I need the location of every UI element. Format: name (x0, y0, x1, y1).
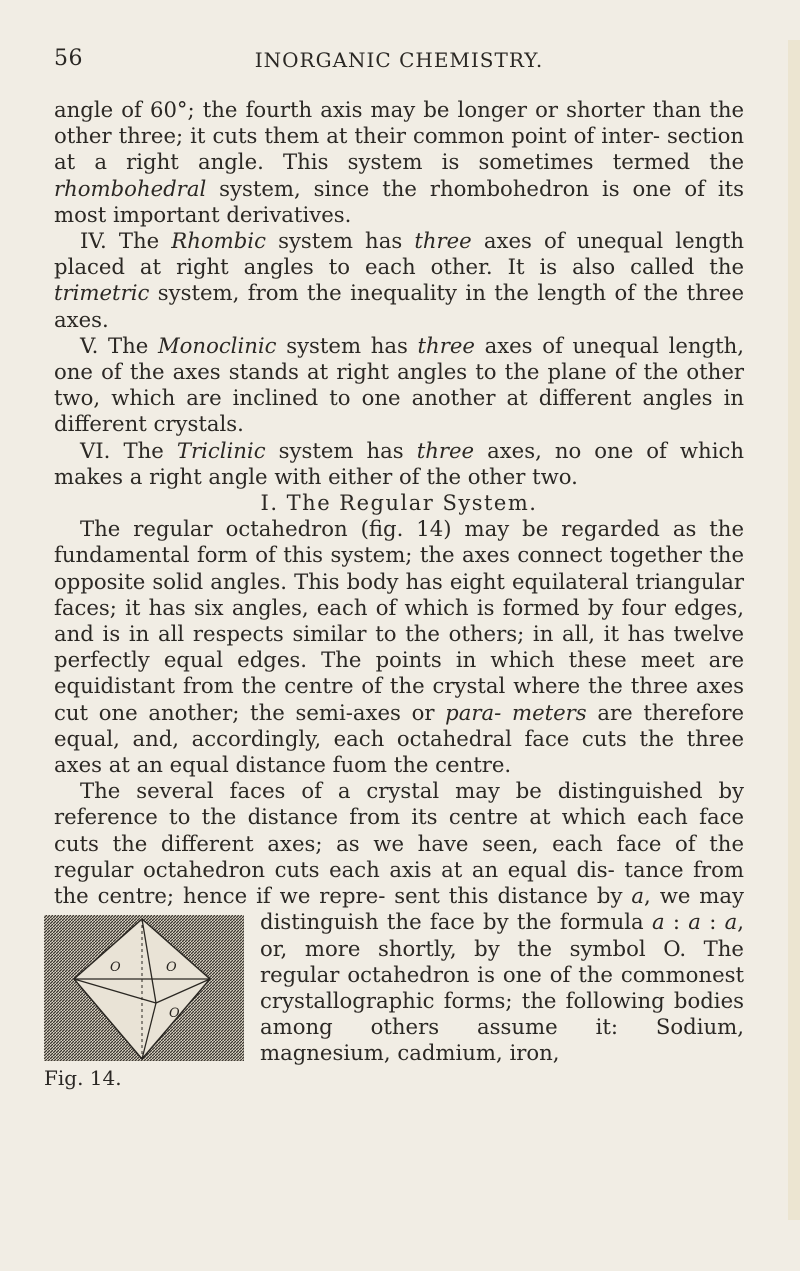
figure-octahedron (44, 915, 244, 1095)
paragraph-hexagonal-cont (54, 97, 744, 228)
text: IV. The (80, 228, 172, 254)
italic-term: three (416, 437, 475, 463)
italic-term: para- meters (445, 699, 587, 725)
italic-var: a (724, 909, 738, 935)
italic-term: Monoclinic (157, 332, 277, 358)
text: : (700, 909, 725, 935)
italic-var: a (688, 909, 701, 935)
italic-term: three (417, 332, 475, 358)
section-heading: I. The Regular System. (260, 491, 538, 516)
text: V. The (80, 332, 158, 358)
text: system has (265, 228, 415, 254)
italic-term: trimetric (54, 280, 150, 306)
octahedron-engraving (44, 915, 244, 1061)
italic-term: Rhombic (171, 228, 266, 254)
paragraph-monoclinic (54, 333, 744, 438)
text: angle of 60°; the fourth axis may be longer or shorter than the other three; it cuts them at their common point of inter- section at a right angle. This system is sometimes termed the (54, 97, 744, 175)
text: , we may distinguish the face by the formula (260, 883, 744, 935)
face-label-upper-right: O (166, 960, 177, 976)
figure-caption: Fig. 14. (44, 1066, 122, 1091)
italic-var: a (651, 909, 665, 935)
face-label-lower-right: O (169, 1006, 180, 1022)
text: are therefore equal, and, accordingly, each octahedral face cuts the three axes at an equal distance fuom the centre. (54, 699, 744, 778)
paragraph-regular-octahedron (54, 516, 744, 778)
text: system, since the rhombohedron is one of its most important derivatives. (54, 175, 744, 227)
paragraph-rhombic (54, 228, 744, 333)
text: The regular octahedron (fig. 14) may be regarded as the fundamental form of this system; the axes connect together the opposite solid angles. This body has eight equilateral triangular faces; it has six angles, each of which is formed by four edges, and is in all respects similar to the others; in all, it has twelve perfectly equal edges. The points in which these meet are equidistant from the centre of the crystal where the three axes cut one another; the semi-axes or (54, 516, 744, 725)
face-label-upper-left: O (110, 960, 121, 976)
paragraph-triclinic (54, 438, 744, 490)
paragraph-faces (44, 778, 745, 1091)
text: The several faces of a crystal may be distinguished by reference to the distance from its centre at which each face cuts the different axes; as we have seen, each face of the regular octahedron cuts each axis at an equal dis- tance from the centre; hence if we repre- sent this distance by (54, 778, 744, 909)
text: axes of unequal length placed at right angles to each other. It is also called the (54, 228, 744, 280)
text: axes of unequal length, one of the axes stands at right angles to the plane of the other two, which are inclined to one another at different angles in different crystals. (54, 332, 744, 437)
page-number: 56 (54, 46, 83, 71)
italic-term: Triclinic (176, 437, 266, 463)
text: : (664, 909, 689, 935)
text: system has (276, 332, 418, 358)
text: VI. The (80, 437, 177, 463)
page-edge-stain (788, 40, 800, 1220)
text: , or, more shortly, by the symbol O. (260, 909, 745, 961)
text: system has (265, 437, 417, 463)
italic-term: rhombohedral (54, 175, 207, 201)
running-title: INORGANIC CHEMISTRY. (254, 48, 544, 72)
text: system, from the inequality in the length of the three axes. (54, 280, 744, 332)
text: axes, no one of which makes a right angle with either of the other two. (54, 437, 744, 489)
italic-term: three (414, 228, 472, 254)
text: The regular octahedron is one of the commonest crystallographic forms; the following bodies among others assume it: Sodium, magnesium, cadmium, iron, (260, 935, 744, 1066)
page-header (54, 46, 744, 76)
italic-var: a (631, 883, 645, 909)
page-body (44, 97, 745, 1099)
